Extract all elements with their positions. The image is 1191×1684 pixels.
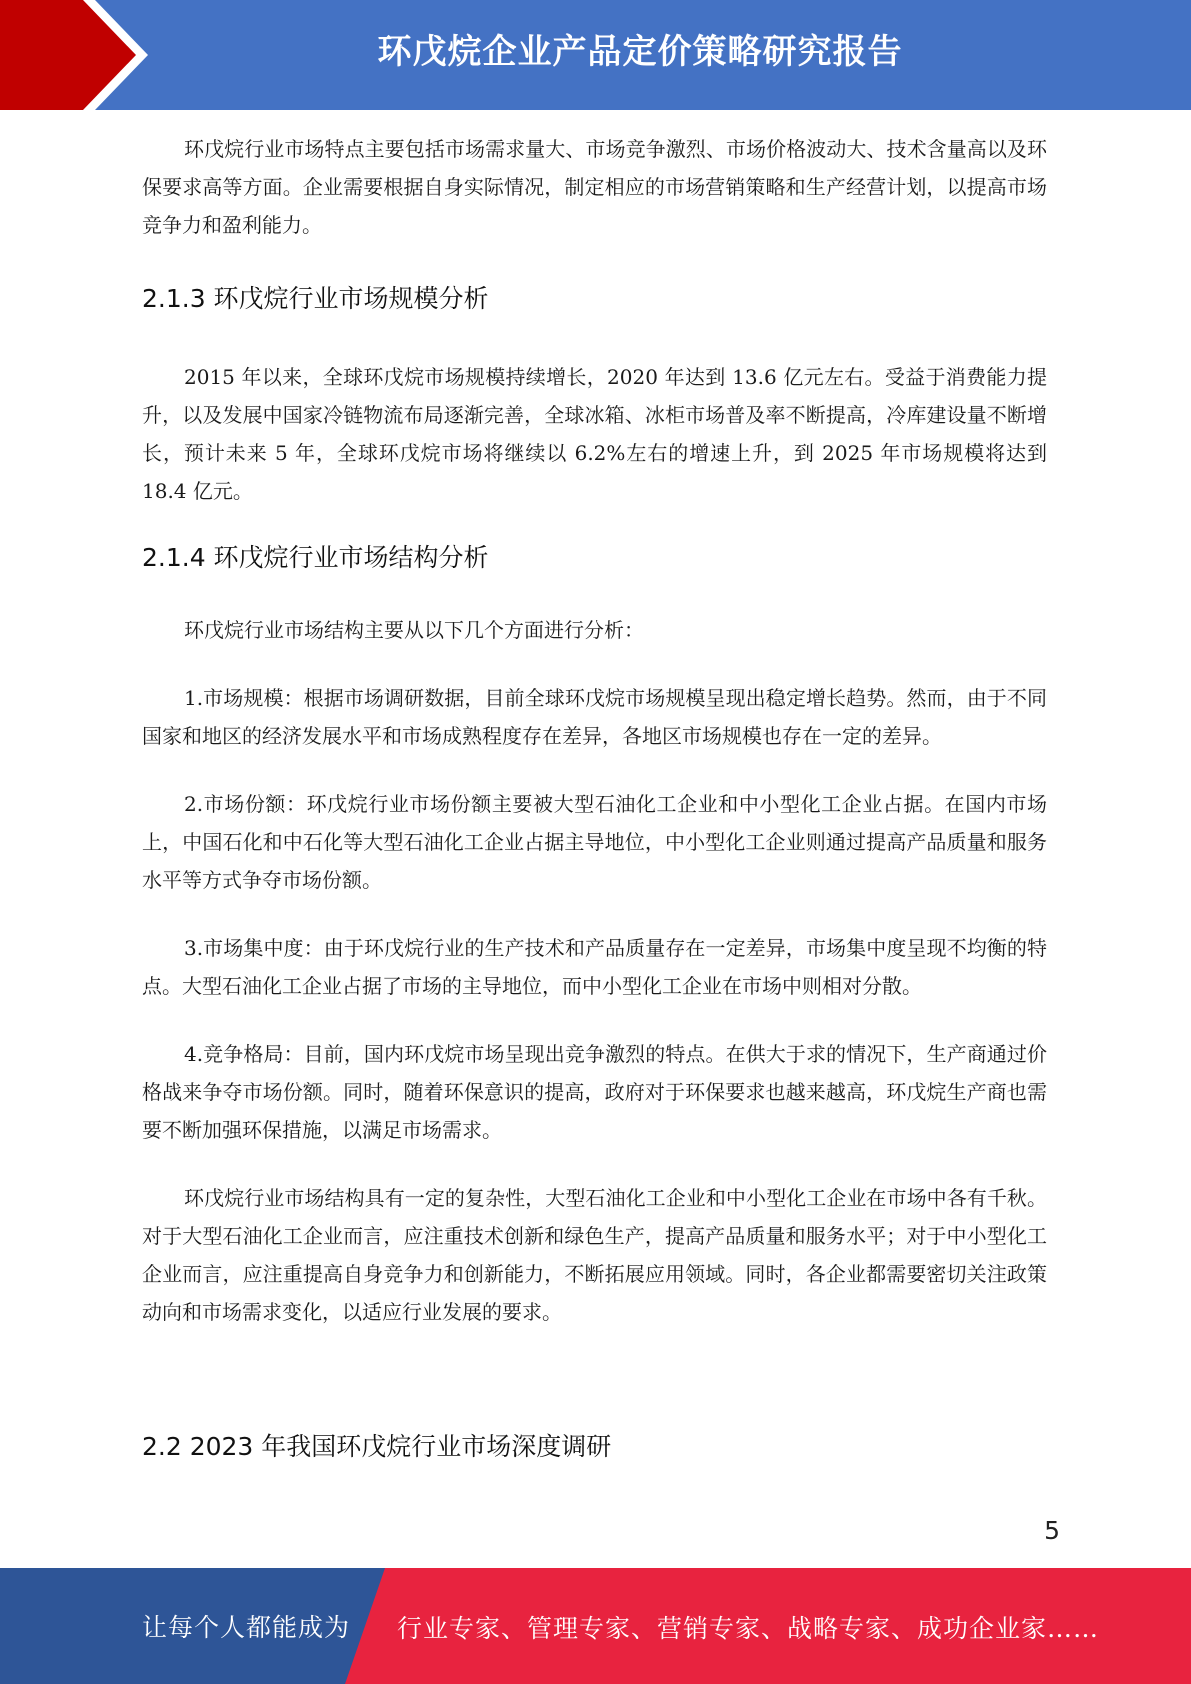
page-content (142, 130, 1047, 1467)
intro-paragraph: 环戊烷行业市场特点主要包括市场需求量大、市场竞争激烈、市场价格波动大、技术含量高以及环保要求高等方面。企业需要根据自身实际情况，制定相应的市场营销策略和生产经营计划，以提高市场竞争力和盈利能力。 (142, 137, 1047, 237)
page-header (0, 0, 1191, 110)
section-heading-2-1-3: 2.1.3 环戊烷行业市场规模分析 (142, 284, 489, 313)
market-size-paragraph: 2015 年以来，全球环戊烷市场规模持续增长，2020 年达到 13.6 亿元左右。受益于消费能力提升，以及发展中国家冷链物流布局逐渐完善，全球冰箱、冰柜市场普及率不断提高，冷库建设量不断增长，预计未来 5 年，全球环戊烷市场将继续以 6.2%左右的增速上升，到 2025 年市场规模将达到 18.4 亿元。 (142, 365, 1047, 503)
footer-slogan-left: 让每个人都能成为 (142, 1613, 351, 1642)
list-item-market-share: 2.市场份额：环戊烷行业市场份额主要被大型石油化工企业和中小型化工企业占据。在国内市场上，中国石化和中石化等大型石油化工企业占据主导地位，中小型化工企业则通过提高产品质量和服务水平等方式争夺市场份额。 (142, 792, 1047, 892)
section-heading-2-1-4: 2.1.4 环戊烷行业市场结构分析 (142, 543, 489, 572)
page-number: 5 (1044, 1516, 1060, 1545)
list-item-market-scale: 1.市场规模：根据市场调研数据，目前全球环戊烷市场规模呈现出稳定增长趋势。然而，由于不同国家和地区的经济发展水平和市场成熟程度存在差异，各地区市场规模也存在一定的差异。 (142, 686, 1047, 748)
list-item-market-concentration: 3.市场集中度：由于环戊烷行业的生产技术和产品质量存在一定差异，市场集中度呈现不均衡的特点。大型石油化工企业占据了市场的主导地位，而中小型化工企业在市场中则相对分散。 (142, 936, 1047, 998)
market-structure-summary: 环戊烷行业市场结构具有一定的复杂性，大型石油化工企业和中小型化工企业在市场中各有千秋。对于大型石油化工企业而言，应注重技术创新和绿色生产，提高产品质量和服务水平；对于中小型化工企业而言，应注重提高自身竞争力和创新能力，不断拓展应用领域。同时，各企业都需要密切关注政策动向和市场需求变化，以适应行业发展的要求。 (142, 1186, 1047, 1324)
footer-slogan-right: 行业专家、管理专家、营销专家、战略专家、成功企业家…… (397, 1614, 1100, 1643)
list-item-competition: 4.竞争格局：目前，国内环戊烷市场呈现出竞争激烈的特点。在供大于求的情况下，生产商通过价格战来争夺市场份额。同时，随着环保意识的提高，政府对于环保要求也越来越高，环戊烷生产商也需要不断加强环保措施，以满足市场需求。 (142, 1042, 1047, 1142)
section-heading-2-2: 2.2 2023 年我国环戊烷行业市场深度调研 (142, 1432, 612, 1461)
market-structure-lead: 环戊烷行业市场结构主要从以下几个方面进行分析： (184, 618, 644, 642)
page-footer (0, 1568, 1191, 1684)
report-title: 环戊烷企业产品定价策略研究报告 (377, 32, 903, 72)
